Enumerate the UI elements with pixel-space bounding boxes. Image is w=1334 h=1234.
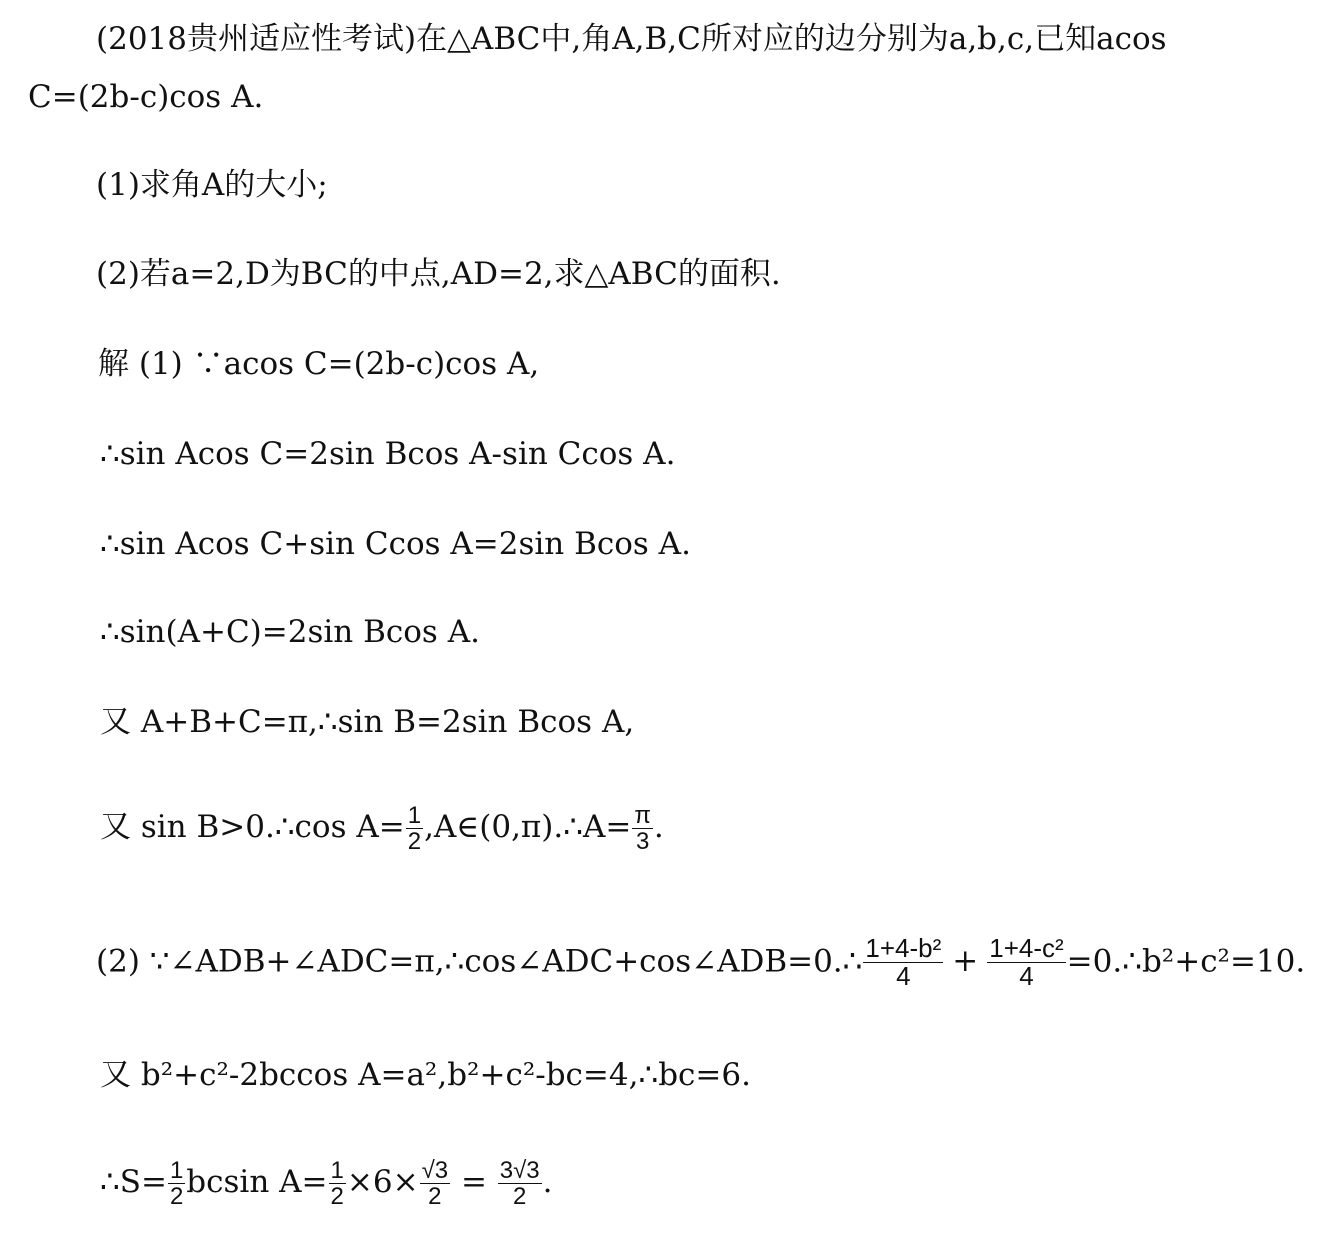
- fraction-denominator: 4: [1019, 961, 1034, 992]
- fraction-denominator: 2: [330, 1183, 344, 1211]
- area-text-b: bcsin A=: [186, 1164, 328, 1201]
- fraction-sqrt3-over-2: [420, 1158, 451, 1209]
- fraction-cos-adb: [863, 935, 943, 991]
- plus-sign: +: [952, 943, 979, 980]
- fraction-numerator: 1+4-b²: [865, 933, 942, 963]
- question-2: (2)若a=2,D为BC的中点,AD=2,求△ABC的面积.: [96, 256, 781, 292]
- fraction-one-half: [329, 1158, 346, 1209]
- fraction-denominator: 3: [635, 828, 650, 856]
- solution-step-1: 解 (1) ∵acos C=(2b-c)cos A,: [98, 346, 540, 382]
- problem-stem-line-2: C=(2b-c)cos A.: [28, 79, 264, 115]
- fraction-3sqrt3-over-2: [498, 1158, 542, 1209]
- fraction-denominator: 2: [407, 828, 422, 856]
- solution-step-5: 又 A+B+C=π,∴sin B=2sin Bcos A,: [100, 704, 635, 740]
- solution-step-2: ∴sin Acos C=2sin Bcos A-sin Ccos A.: [100, 436, 676, 472]
- fraction-numerator: √3: [421, 1157, 449, 1184]
- part2-step-2: 又 b²+c²-2bccos A=a²,b²+c²-bc=4,∴bc=6.: [100, 1057, 751, 1093]
- fraction-pi-third: [632, 803, 653, 854]
- problem-source: (2018贵州适应性考试): [96, 21, 417, 57]
- part2-text-b: =0.∴b²+c²=10.: [1066, 943, 1306, 980]
- problem-stem-part1: 在△ABC中,角A,B,C所对应的边分别为a,b,c,已知acos: [416, 21, 1167, 57]
- problem-stem-line-1: [96, 21, 1167, 57]
- fraction-one-half: [406, 803, 423, 854]
- area-text-a: ∴S=: [100, 1164, 167, 1201]
- question-1: (1)求角A的大小;: [96, 167, 328, 203]
- step6-text-a: 又 sin B>0.∴cos A=: [100, 809, 405, 846]
- fraction-one-half: [168, 1158, 185, 1209]
- fraction-numerator: 3√3: [499, 1157, 540, 1184]
- fraction-numerator: 1: [407, 802, 422, 829]
- solution-step-3: ∴sin Acos C+sin Ccos A=2sin Bcos A.: [100, 526, 691, 562]
- area-text-c: ×6×: [346, 1164, 419, 1201]
- fraction-cos-adc: [987, 935, 1065, 991]
- fraction-numerator: 1: [330, 1157, 344, 1184]
- solution-step-6: [100, 803, 664, 854]
- step6-text-b: ,A∈(0,π).∴A=: [424, 809, 632, 846]
- fraction-numerator: π: [634, 802, 651, 829]
- part2-step-3: [100, 1158, 553, 1209]
- fraction-denominator: 2: [513, 1183, 527, 1211]
- part2-step-1: [96, 935, 1305, 991]
- fraction-numerator: 1: [169, 1157, 184, 1184]
- step6-text-c: .: [653, 809, 664, 846]
- fraction-denominator: 2: [428, 1183, 442, 1211]
- area-text-d: =: [451, 1164, 497, 1201]
- fraction-denominator: 2: [169, 1183, 184, 1211]
- fraction-numerator: 1+4-c²: [989, 933, 1064, 963]
- area-text-e: .: [542, 1164, 553, 1201]
- solution-step-4: ∴sin(A+C)=2sin Bcos A.: [100, 614, 480, 650]
- fraction-denominator: 4: [896, 961, 911, 992]
- part2-text-a: (2) ∵∠ADB+∠ADC=π,∴cos∠ADC+cos∠ADB=0.∴: [96, 943, 863, 980]
